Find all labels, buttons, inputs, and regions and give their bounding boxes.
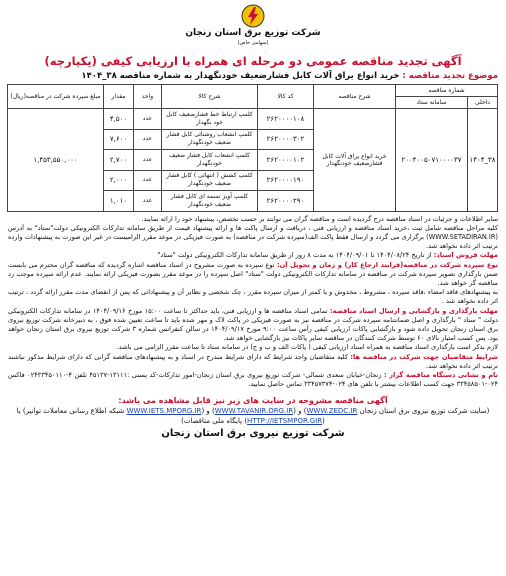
subject-text: خرید انواع یراق آلات کابل فشارضعیف خودنگهدار به شماره مناقصه ۳۸_۱۴۰۴	[81, 71, 403, 81]
deposit-type-text: نوع سپرده به صورت مشروح در اسناد مناقصه اشاره گردیده که مناقصه گران محترم می بایست ضمن بارگذاری تصویر سپرده شرکت در مناقصه در سامانه تدارکات الکترونیکی دولت "ستاد" اصل سپرده را در موعد مقرر بصورت فیزیکی ارائه نمایند. عدم ارائه سپرده موجب رد مناقصه گر خواهد شد.	[8, 260, 498, 287]
paragraph: به پیشنهادهای فاقد امضاء ،فاقد سپرده ، مشروط ، مخدوش و یا کمتر از میزان سپرده مقرر ، چک شخصی و نظایر آن و پیشنهاداتی که پس از انقضای مدت مقرر ارائه گردد ، ترتیب اثر داده نخواهد شد .	[8, 288, 498, 306]
footer-text: ) و (	[201, 407, 215, 416]
internal-number: ۳۸_۱۴۰۴	[468, 109, 498, 212]
item-unit: عدد	[133, 150, 161, 171]
item-code: ۲۶۲۰۰۰۰۱۹۰	[257, 170, 313, 191]
footer-company: شرکت توزیع نیروی برق استان زنجان	[161, 428, 345, 440]
th-description: شرح مناقصه	[313, 85, 395, 109]
th-internal: داخلی	[468, 97, 498, 109]
table-row	[7, 109, 497, 130]
paragraph	[8, 251, 498, 260]
footer-text: ) و (	[293, 407, 307, 416]
tender-table	[7, 84, 498, 212]
link-zedc[interactable]: WWW.ZEDC.IR	[306, 407, 358, 416]
tender-description: خرید انواع یراق آلات کابل فشارضعیف خودنگهدار	[313, 109, 395, 212]
item-code: ۲۶۲۰۰۰۰۱۰۲	[257, 150, 313, 171]
subject-label: موضوع تجدید مناقصه :	[402, 71, 498, 81]
sale-deadline-label: مهلت فروش اسناد:	[433, 251, 498, 260]
footer-text: ) پایگاه ملی مناقصات)	[181, 417, 247, 426]
th-quantity: مقدار	[103, 85, 133, 109]
footer-text: شبکه اطلاع رسانی معاملات توانیر) یا	[16, 407, 127, 416]
th-code: کد کالا	[257, 85, 313, 109]
th-item-desc: شرح کالا	[161, 85, 257, 109]
paragraph	[8, 261, 498, 289]
deposit-amount: ۱,۴۵۳,۵۵۰,۰۰۰	[7, 109, 103, 212]
footer-links-2	[8, 416, 498, 426]
paragraph: کلیه مراحل مناقصه شامل ثبت ،خرید اسناد مناقصه و ارزیابی فنی ، دریافت و ارسال پاکت ها و ارائه پیشنهاد قیمت از طریق سامانه تدارکات الکترونیکی دولت"ستاد" به آدرس (WWW.SETADIRAN.IR) برگزاری می گردد و ارسال فقط پاکت الف(سپرده شرکت در مناقصه) به صورت فیزیکی در موعد مقرر الزامیست در غیر این صورت به پیشنهادات وارده ترتیب اثر داده نخواهد شد.	[8, 223, 498, 251]
footer-text: (	[322, 417, 325, 426]
item-qty: ۷,۶۰۰	[103, 129, 133, 150]
paragraph: سایر اطلاعات و جزئیات در اسناد مناقصه درج گردیده است و مناقصه گران می توانند بر حسب تخصص، پیشنهاد خود را ارائه نمایند.	[141, 214, 498, 223]
th-unit: واحد	[133, 85, 161, 109]
tender-subject	[8, 70, 498, 82]
setad-number: ۲۰۰۴۰۰۵۰۷۱۰۰۰۰۳۷	[395, 109, 467, 212]
upload-deadline-label: مهلت بارگذاری و بازگشایی و ارسال اسناد مناقصه:	[329, 306, 498, 315]
company-name: شرکت توزیع برق استان زنجان	[185, 28, 321, 38]
paragraph: لازم بذکر است بارگذاری اسناد مناقصه به همراه اسناد ارزیابی کیفی ( پاکات الف و ب و ج) در سامانه ستاد تا ساعت مقرر الزامی می باشد.	[116, 343, 498, 352]
item-unit: عدد	[133, 170, 161, 191]
footer-note: آگهی مناقصه مشروحه در سایت های زیر نیز قابل مشاهده می باشد:	[118, 396, 388, 406]
deposit-type-label: نوع سپرده شرکت در مناقصه(فرایند ارجاع کار) و زمان و تحویل آن:	[276, 260, 498, 269]
th-deposit: مبلغ سپرده شرکت در مناقصه(ریال)	[7, 85, 103, 109]
company-subtitle: (سهامی خاص)	[237, 40, 269, 46]
item-unit: عدد	[133, 109, 161, 130]
item-code: ۲۶۲۰۰۰۰۳۰۲	[257, 129, 313, 150]
conditions-text: کلیه متقاضیان واجد شرایط که دارای شرایط مندرج در اسناد و به پیشنهادهای مناقصه گرانی که دارای شرایط مذکور نباشند ترتیب اثر داده نخواهد شد.	[8, 352, 498, 370]
footer	[8, 395, 498, 441]
paragraph	[8, 307, 498, 344]
item-unit: عدد	[133, 129, 161, 150]
link-iets[interactable]: WWW.IETS.MPORG.IR	[126, 407, 202, 416]
footer-text: (سایت شرکت توزیع نیروی برق استان زنجان	[357, 407, 490, 416]
lightning-bolt-logo	[240, 4, 266, 28]
item-code: ۲۶۲۰۰۰۰۲۹۰	[257, 191, 313, 212]
link-tavanir[interactable]: WWW.TAVANIR.ORG.IR	[214, 407, 294, 416]
item-desc: کلمپ انشعاب روشنائی کابل فشار ضعیف خودنگهدار	[161, 129, 257, 150]
upload-deadline-text: تمامی اسناد مناقصه ها و ارزیابی فنی، باید حداکثر تا ساعت ۱۵:۰۰ مورخ ۱۴۰۴/۰۹/۱۶ در سامانه تدارکات الکترونیکی دولت " ستاد " بارگذاری و اصل ضمانتنامه سپرده شرکت در مناقصه نیز به صورت فیزیکی در پاکت لاک و مهر شده باید تا ساعت تعیین شده فوق ، به دبیرخانه شرکت توزیع نیروی برق استان زنجان تحویل داده شود و بازگشایی پاکات ارزیابی کیفی رأس ساعت ۹:۰۰ مورخ ۱۴۰۴/۰۹/۱۷ در سالن کنفرانس شماره ۳ شرکت توزیع نیروی برق استان زنجان خواهد بود. پس کسب امتیاز بالای ۶۰ توسط شرکت کنندگان در مناقصه سایر پاکات نیز بازگشایی خواهد شد.	[8, 306, 498, 343]
footer-links	[8, 406, 498, 416]
paragraph	[8, 353, 498, 371]
th-setad: سامانه ستاد	[395, 97, 467, 109]
item-unit: عدد	[133, 191, 161, 212]
link-national-tender[interactable]: HTTP://IETSMPOR.GIR	[246, 417, 323, 426]
address-text: زنجان-خیابان سعدی شمالی- شرکت توزیع نیروی برق استان زنجان-امور تدارکات-کد پستی :۱۳۱۱۱-۴۵۱۳۷ تلفن ۴-۰۲۴۳۳۴۵۰۱۱۰ فاکس ۰۲۴-۳۳۴۵۸۵۰۱ جهت کسب اطلاعات بیشتر با تلفن های ۰۲۴-۳۳۴۵۷۳۷۴ تماس حاصل نمایید.	[8, 370, 498, 389]
conditions-label: شرایط متقاضیان جهت شرکت در مناقصه ها:	[350, 352, 499, 361]
item-desc: کلمپ ارتباط خط فشارضعیف کابل خود نگهدار	[161, 109, 257, 130]
sale-deadline-text: از تاریخ ۱۴۰۴/۰۸/۲۴ تا ۱۴۰۴/۰۹/۰۱ به مدت ۸ روز از طریق سامانه تدارکات الکترونیکی دولت "ستاد"	[157, 251, 434, 260]
paragraph	[8, 371, 498, 389]
item-desc: کلمپ انشعاب کابل فشار ضعیف خودنگهدار	[161, 150, 257, 171]
item-code: ۲۶۲۰۰۰۰۱۰۸	[257, 109, 313, 130]
address-label: نام و نشانی دستگاه مناقصه گزار :	[383, 370, 498, 379]
notice-title: آگهی تجدید مناقصه عمومی دو مرحله ای همراه با ارزیابی کیفی (یکپارچه)	[44, 54, 462, 68]
item-qty: ۲,۰۰۰	[103, 170, 133, 191]
item-qty: ۱,۰۱۰	[103, 191, 133, 212]
item-desc: کلمپ آویز تسمه ای کابل فشار ضعیف خودنگهدار	[161, 191, 257, 212]
header	[8, 0, 498, 52]
item-qty: ۴,۵۰۰	[103, 109, 133, 130]
item-desc: کلمپ کشش ( انتهائی ) کابل فشار ضعیف خودنگهدار	[161, 170, 257, 191]
notice-body	[8, 215, 498, 390]
th-tender-number: شماره مناقصه	[395, 85, 497, 97]
item-qty: ۲,۷۰۰	[103, 150, 133, 171]
